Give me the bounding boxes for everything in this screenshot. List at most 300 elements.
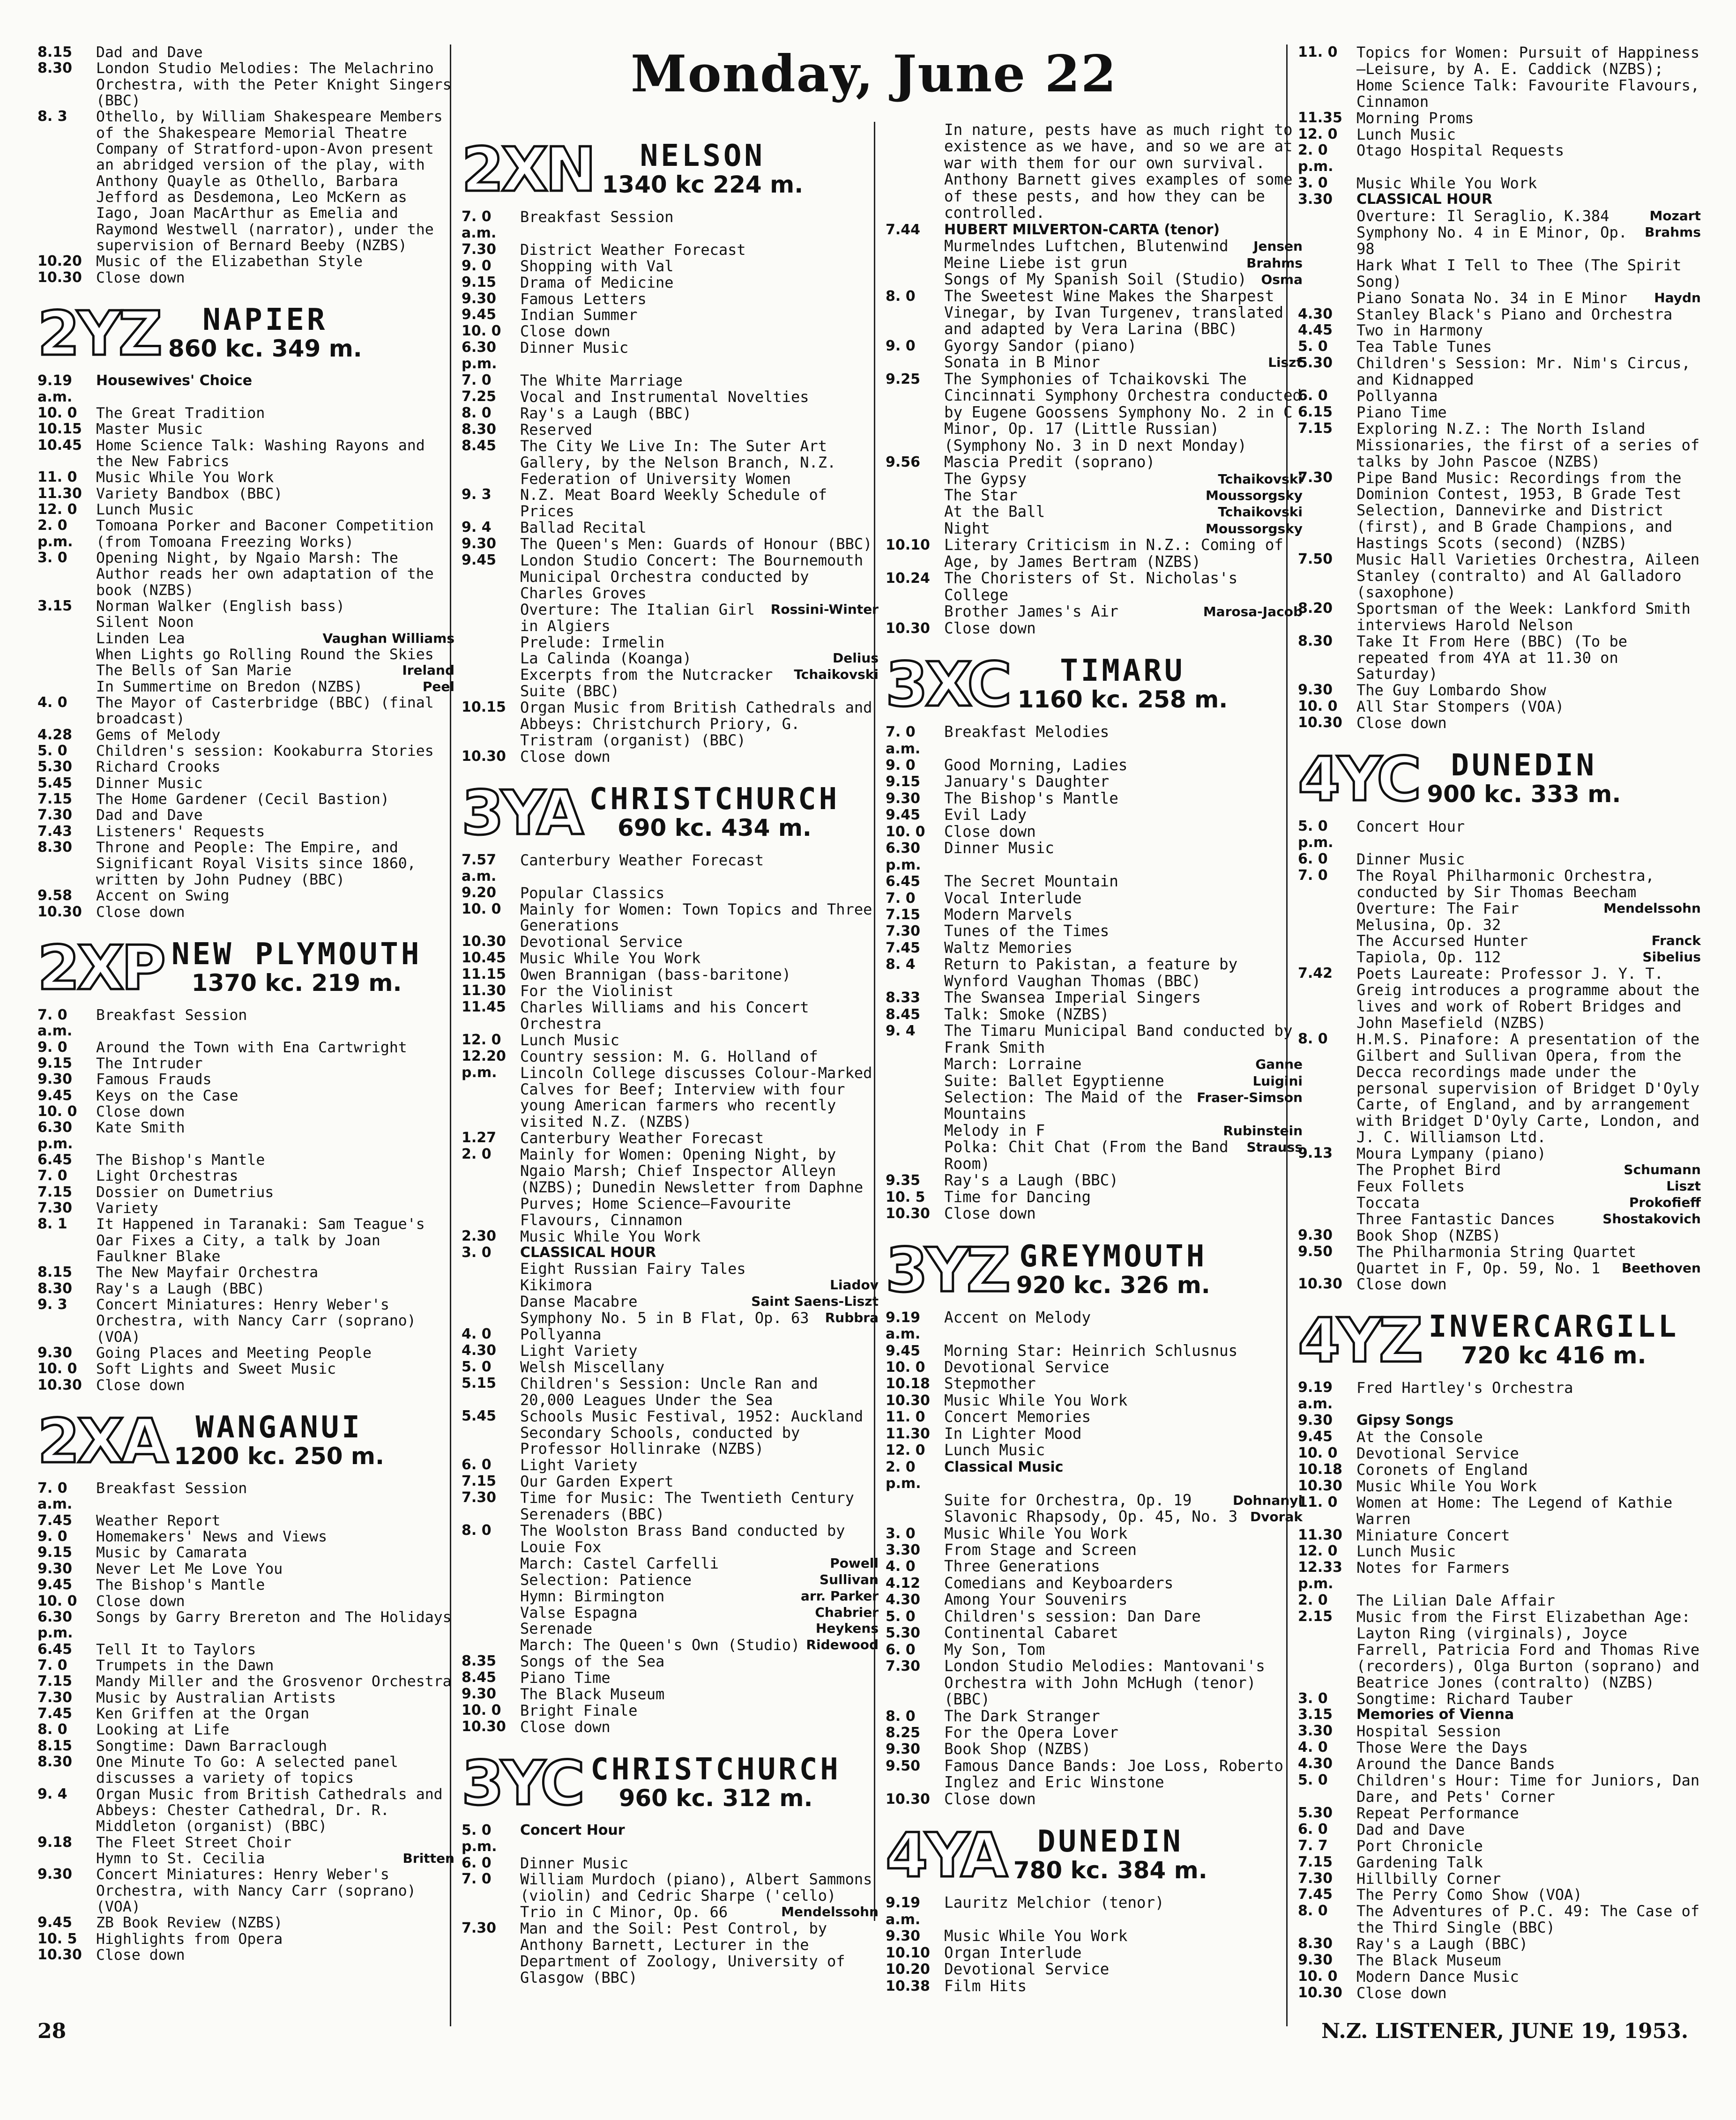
programme-title	[1356, 192, 1701, 208]
programme-entry	[886, 222, 1303, 238]
programme-title	[96, 791, 454, 807]
programme-title-text: Valse Espagna	[520, 1603, 638, 1622]
programme-time: 3. 0	[1298, 1690, 1328, 1707]
programme-time: 5.30	[37, 759, 73, 775]
programme-entry	[37, 807, 454, 823]
programme-entry	[886, 1172, 1303, 1189]
programme-entry	[1298, 421, 1701, 470]
programme-entry	[1298, 339, 1701, 355]
programme-title	[96, 550, 454, 598]
programme-entry	[886, 840, 1303, 873]
programme-composer: Schumann	[1624, 1162, 1701, 1178]
programme-title-text: London Studio Melodies: Mantovani's Orchestra with John McHugh (tenor) (BBC)	[944, 1657, 1265, 1709]
programme-title	[1356, 1244, 1701, 1260]
programme-time: 9.15	[462, 274, 497, 290]
station-frequency: 1200 kc. 250 m.	[174, 1443, 385, 1470]
programme-title	[520, 1228, 879, 1245]
station-frequency: 690 kc. 434 m.	[617, 814, 812, 841]
programme-title-text: Night	[944, 519, 990, 537]
programme-time: 7. 0 a.m.	[37, 1480, 73, 1513]
programme-entry	[1298, 1495, 1701, 1527]
programme-time: 9.30	[886, 790, 921, 807]
programme-title-text: Tunes of the Times	[944, 922, 1110, 940]
programme-title-text: Meine Liebe ist grun	[944, 253, 1128, 272]
programme-title	[944, 222, 1303, 238]
programme-title-text: Film Hits	[944, 1977, 1027, 1995]
programme-entry	[37, 791, 454, 807]
programme-entry	[37, 1835, 454, 1851]
programme-time: 7. 7	[1298, 1837, 1328, 1854]
programme-entry	[37, 1297, 454, 1345]
programme-title	[520, 1130, 879, 1146]
programme-title	[1356, 1227, 1701, 1244]
programme-entry	[462, 389, 879, 405]
programme-composer: arr. Parker	[800, 1588, 879, 1604]
programme-title	[1356, 1162, 1701, 1178]
programme-time: 9.30	[1298, 1412, 1333, 1429]
programme-title	[1356, 1031, 1701, 1146]
programme-entry	[37, 1722, 454, 1738]
programme-time: 7. 0	[1298, 867, 1328, 884]
programme-title-text: Going Places and Meeting People	[96, 1345, 372, 1362]
station-call-sign: 3YZ	[886, 1234, 1008, 1306]
programme-title	[96, 1513, 454, 1529]
programme-title	[944, 907, 1303, 923]
programme-composer: Vaughan Williams	[322, 630, 454, 646]
programme-entry	[886, 1658, 1303, 1708]
programme-title	[96, 60, 454, 109]
programme-title-text: Keys on the Case	[96, 1087, 238, 1104]
programme-time: 12. 0	[886, 1442, 925, 1459]
programme-composer: Mozart	[1649, 208, 1701, 224]
station-frequency: 780 kc. 384 m.	[1013, 1857, 1207, 1884]
programme-title-text: Serenade	[520, 1620, 593, 1638]
programme-title	[96, 1184, 454, 1200]
programme-title-text: Time for Music: The Twentieth Century Serenaders (BBC)	[520, 1489, 854, 1524]
programme-time: 10. 0	[37, 404, 77, 421]
programme-entry	[886, 1608, 1303, 1625]
station-call-sign: 4YA	[886, 1820, 1005, 1891]
programme-title-text: At the Ball	[944, 503, 1045, 521]
programme-time: 9.19 a.m.	[37, 372, 73, 405]
programme-title-text: Tea Table Tunes	[1356, 338, 1492, 356]
programme-time: 3. 0	[886, 1525, 916, 1542]
programme-time: 2. 0 p.m.	[37, 517, 73, 550]
programme-title-text: Children's session: Dan Dare	[944, 1607, 1201, 1625]
programme-entry	[1298, 1952, 1701, 1969]
programme-time: 8.33	[886, 989, 921, 1006]
programme-entry	[1298, 966, 1701, 1031]
programme-title-text: Looking at Life	[96, 1721, 230, 1739]
programme-time: 10.30	[886, 620, 930, 637]
programme-title	[944, 238, 1303, 254]
programme-entry	[462, 1719, 879, 1735]
programme-title-text: The Intruder	[96, 1055, 203, 1072]
programme-title	[520, 1555, 879, 1572]
programme-time: 9. 4	[886, 1023, 916, 1040]
programme-title	[520, 1473, 879, 1490]
programme-entry	[1298, 933, 1701, 949]
programme-title-text: Close down	[96, 1103, 185, 1120]
programme-title	[96, 1120, 454, 1152]
programme-time: 6.30 p.m.	[886, 840, 921, 873]
programme-title-text: Variety	[96, 1199, 158, 1217]
programme-title-text: Ray's a Laugh (BBC)	[1356, 1935, 1528, 1953]
programme-title-text: From Stage and Screen	[944, 1540, 1137, 1559]
programme-title	[96, 1007, 454, 1040]
programme-entry	[1298, 388, 1701, 404]
programme-entry	[1298, 851, 1701, 868]
programme-entry	[37, 502, 454, 518]
programme-entry	[462, 1049, 879, 1131]
programme-title	[96, 1690, 454, 1706]
programme-entry	[462, 1555, 879, 1572]
programme-entry	[37, 1168, 454, 1184]
programme-title	[520, 307, 879, 323]
programme-time: 4.45	[1298, 322, 1333, 339]
programme-entry	[886, 1343, 1303, 1359]
programme-title-text: Stanley Black's Piano and Orchestra	[1356, 305, 1673, 323]
programme-title-text: Topics for Women: Pursuit of Happiness—Leisure, by A. E. Caddick (NZBS); Home Science Talk: Favourite Flavours, Cinnamon	[1356, 44, 1700, 111]
programme-title-text: March: Lorraine	[944, 1055, 1082, 1073]
programme-time: 6.30 p.m.	[37, 1119, 73, 1152]
programme-composer: Chabrier	[815, 1604, 879, 1620]
programme-title	[520, 1376, 879, 1408]
programme-title-text: Songtime: Richard Tauber	[1356, 1689, 1573, 1708]
programme-title-text: Slavonic Rhapsody, Op. 45, No. 3	[944, 1508, 1238, 1526]
programme-title	[520, 242, 879, 258]
programme-title	[1356, 1276, 1701, 1293]
programme-entry	[37, 1152, 454, 1168]
programme-title	[96, 1168, 454, 1184]
programme-time: 7. 0 a.m.	[462, 208, 497, 241]
programme-title	[96, 1088, 454, 1104]
programme-title-text: Modern Dance Music	[1356, 1967, 1519, 1986]
programme-title-text: In Lighter Mood	[944, 1424, 1082, 1443]
programme-title-text: Close down	[944, 1790, 1036, 1808]
programme-title-text: Opening Night, by Ngaio Marsh: The Author reads her own adaptation of the book (NZBS)	[96, 549, 434, 599]
programme-entry	[462, 1310, 879, 1326]
programme-title	[96, 727, 454, 743]
programme-entry	[462, 1670, 879, 1686]
programme-title	[520, 1822, 879, 1855]
programme-title	[1356, 1740, 1701, 1756]
programme-composer: Britten	[402, 1851, 454, 1866]
programme-composer: Sullivan	[820, 1571, 879, 1587]
programme-title	[96, 1377, 454, 1393]
programme-title	[1356, 1756, 1701, 1772]
programme-entry	[1298, 699, 1701, 715]
programme-time: 3.30	[1298, 1723, 1333, 1740]
programme-title	[520, 1653, 879, 1670]
station-call-sign: 2XP	[37, 932, 163, 1004]
programme-entry	[886, 371, 1303, 454]
programme-time: 7.30	[37, 807, 73, 824]
programme-title-text: Drama of Medicine	[520, 273, 674, 291]
programme-composer: Liadov	[830, 1277, 879, 1293]
programme-entry	[1298, 126, 1701, 143]
programme-title-text: Mandy Miller and the Grosvenor Orchestra	[96, 1673, 452, 1690]
programme-title-text: Country session: M. G. Holland of Lincoln College discusses Colour-Marked Calves for Beef; Interview with four young American farmers who recently visited N.Z. (NZBS)	[520, 1047, 872, 1131]
programme-time: 9. 0	[886, 337, 916, 354]
programme-title	[944, 1525, 1303, 1542]
programme-title-text: CLASSICAL HOUR	[1356, 191, 1493, 208]
programme-title	[944, 1928, 1303, 1944]
programme-title-text: Concert Hour	[520, 1822, 625, 1838]
programme-title	[96, 743, 454, 759]
programme-composer: Prokofieff	[1629, 1194, 1701, 1210]
programme-time: 10.20	[37, 253, 82, 270]
station-frequency: 1370 kc. 219 m.	[191, 969, 402, 997]
programme-title	[944, 1961, 1303, 1978]
programme-title	[1356, 1543, 1701, 1560]
programme-title-text: Music While You Work	[96, 469, 274, 486]
programme-entry	[37, 1706, 454, 1722]
programme-time: 7.42	[1298, 965, 1333, 982]
programme-entry	[462, 1228, 879, 1245]
programme-time: 7.15	[1298, 1853, 1333, 1870]
programme-title-text: Ken Griffen at the Organ	[96, 1705, 310, 1722]
programme-entry	[37, 1480, 454, 1513]
programme-entry	[886, 956, 1303, 989]
programme-title-text: Murmelndes Luftchen, Blutenwind	[944, 237, 1229, 255]
programme-time: 10.30	[886, 1392, 930, 1409]
programme-title-text: Kikimora	[520, 1276, 593, 1294]
programme-time: 1.27	[462, 1130, 497, 1146]
programme-title-text: Two in Harmony	[1356, 321, 1483, 340]
programme-entry	[886, 1139, 1303, 1172]
programme-time: 8.45	[462, 1669, 497, 1686]
programme-time: 4. 0	[462, 1326, 492, 1343]
station-header	[886, 1820, 1303, 1891]
programme-entry	[37, 1931, 454, 1947]
programme-time: 11.15	[462, 966, 506, 983]
programme-title	[96, 421, 454, 437]
programme-title	[96, 405, 454, 421]
programme-title	[520, 1359, 879, 1376]
station-info	[589, 781, 840, 841]
programme-title-text: The City We Live In: The Suter Art Gallery, by the Nelson Branch, N.Z. Federation of University Women	[520, 437, 836, 488]
programme-title	[96, 1851, 454, 1867]
programme-composer: Saint Saens-Liszt	[751, 1294, 879, 1309]
programme-time: 6. 0	[1298, 387, 1328, 404]
programme-title-text: Among Your Souvenirs	[944, 1591, 1128, 1609]
programme-title	[96, 695, 454, 727]
programme-time: 7.15	[462, 1473, 497, 1490]
programme-entry	[462, 1326, 879, 1343]
programme-time: 11.30	[462, 982, 506, 999]
station-frequency: 900 kc. 333 m.	[1427, 781, 1621, 808]
programme-time: 8.15	[37, 44, 73, 60]
programme-time: 7.15	[37, 1673, 73, 1690]
programme-time: 12. 0	[1298, 126, 1338, 142]
programme-composer: Luigini	[1252, 1073, 1303, 1089]
programme-entry	[37, 888, 454, 904]
programme-entry	[462, 1261, 879, 1277]
programme-time: 8.30	[462, 421, 497, 438]
programme-title	[520, 1904, 879, 1920]
programme-time: 9. 4	[462, 519, 492, 536]
programme-title-text: ZB Book Review (NZBS)	[96, 1914, 283, 1932]
programme-title	[944, 1708, 1303, 1725]
programme-title	[944, 940, 1303, 956]
programme-title-text: Home Science Talk: Washing Rayons and the New Fabrics	[96, 437, 425, 470]
programme-title-text: Hillbilly Corner	[1356, 1869, 1501, 1888]
programme-time: 12.33 p.m.	[1298, 1559, 1342, 1592]
programme-time: 9.30	[1298, 1952, 1333, 1969]
programme-title-text: Organ Interlude	[944, 1943, 1082, 1962]
programme-title-text: Dossier on Dumetrius	[96, 1183, 274, 1201]
programme-entry	[1298, 715, 1701, 731]
programme-composer: Liszt	[1666, 1178, 1701, 1194]
programme-title-text: Dad and Dave	[1356, 1820, 1465, 1838]
programme-time: 9.30	[462, 1686, 497, 1703]
programme-title-text: The Gypsy	[944, 469, 1027, 488]
programme-title-text: In Summertime on Bredon (NZBS)	[96, 678, 363, 695]
programme-title	[520, 323, 879, 340]
programme-title	[96, 904, 454, 920]
programme-title	[96, 1040, 454, 1056]
programme-title-text: Close down	[96, 1947, 185, 1964]
programme-entry	[37, 1642, 454, 1658]
programme-title-text: Morning Star: Heinrich Schlusnus	[944, 1341, 1238, 1360]
programme-title-text: Ray's a Laugh (BBC)	[944, 1171, 1118, 1190]
programme-time: 4. 0	[37, 694, 67, 711]
listing-column-1	[37, 45, 454, 1963]
programme-title-text: The Woolston Brass Band conducted by Louie Fox	[520, 1521, 845, 1556]
station-header	[37, 298, 454, 370]
programme-time: 6.45	[37, 1151, 73, 1168]
programme-title	[96, 1345, 454, 1361]
station-name: CHRISTCHURCH	[590, 1752, 841, 1787]
programme-entry	[462, 1343, 879, 1359]
programme-entry	[886, 537, 1303, 570]
programme-time: 8.35	[462, 1653, 497, 1670]
station-call-sign: 3XC	[886, 649, 1009, 721]
programme-time: 7.57 a.m.	[462, 851, 497, 885]
programme-title-text: Prelude: Irmelin	[520, 633, 665, 651]
programme-title	[520, 1637, 879, 1653]
programme-entry	[462, 1523, 879, 1555]
programme-time: 9.30	[886, 1741, 921, 1758]
programme-time: 8.30	[37, 1753, 73, 1770]
programme-composer: Brahms	[1246, 255, 1303, 271]
programme-entry	[37, 1561, 454, 1577]
programme-entry	[37, 1674, 454, 1689]
programme-entry	[1298, 1772, 1701, 1805]
programme-title-text: Othello, by William Shakespeare Members of the Shakespeare Memorial Theatre Company of Stratford-upon-Avon present an abridged version of the play, with Anthony Quayle as Othello, Barbara Jefford as Desdemona, Leo McKern as Iago, Joan MacArthur as Emelia and Raymond Westwell (narrator), under the supervision of Bernard Beeby (NZBS)	[96, 108, 443, 254]
programme-entry	[1298, 1162, 1701, 1178]
programme-entry	[37, 1513, 454, 1529]
programme-time: 8.30	[37, 60, 73, 77]
programme-entry	[462, 1359, 879, 1376]
programme-entry	[886, 1509, 1303, 1525]
programme-title	[520, 1871, 879, 1904]
programme-time: 5.30	[1298, 1804, 1333, 1821]
programme-title-text: Fred Hartley's Orchestra	[1356, 1379, 1573, 1397]
programme-time: 3. 0	[37, 549, 67, 566]
programme-time: 8.25	[886, 1724, 921, 1741]
programme-time: 10. 0	[462, 323, 501, 340]
programme-title	[944, 790, 1303, 807]
programme-time: 3.30	[886, 1541, 921, 1558]
programme-title	[1356, 715, 1701, 731]
programme-title	[1356, 1871, 1701, 1887]
programme-title	[1356, 1211, 1701, 1227]
programme-title	[1356, 322, 1701, 339]
programme-title	[520, 1408, 879, 1458]
programme-title-text: March: Castel Carfelli	[520, 1554, 719, 1572]
programme-time: 5. 0	[37, 743, 67, 759]
programme-title-text: Listeners' Requests	[96, 823, 265, 840]
programme-title-text: Gardening Talk	[1356, 1853, 1483, 1871]
programme-title-text: Music While You Work	[1356, 174, 1537, 193]
listing-column-3	[886, 122, 1303, 1994]
programme-title	[520, 258, 879, 275]
programme-title-text: Organ Music from British Cathedrals and Abbeys: Chester Cathedral, Dr. R. Middleton (organist) (BBC)	[96, 1785, 443, 1835]
programme-title-text: Quartet in F, Op. 59, No. 1	[1356, 1259, 1601, 1277]
programme-title	[944, 521, 1303, 537]
programme-title	[520, 1920, 879, 1986]
programme-title	[520, 552, 879, 602]
programme-time: 8. 1	[37, 1216, 67, 1233]
programme-entry	[1298, 1276, 1701, 1293]
programme-time: 9.30	[37, 1071, 73, 1088]
programme-title-text: Music While You Work	[520, 949, 701, 967]
programme-time: 10.30	[37, 1947, 82, 1964]
programme-title-text: It Happened in Taranaki: Sam Teague's Oar Fixes a City, a talk by Joan Faulkner Blake	[96, 1216, 425, 1265]
programme-title-text: Close down	[1356, 1984, 1447, 2002]
programme-entry	[37, 1851, 454, 1867]
programme-title-text: CLASSICAL HOUR	[520, 1244, 656, 1261]
programme-time: 8. 0	[1298, 1903, 1328, 1919]
programme-title	[96, 1867, 454, 1915]
programme-title	[944, 1542, 1303, 1558]
programme-title	[944, 724, 1303, 757]
programme-composer: Brahms	[1645, 224, 1701, 240]
programme-entry	[37, 727, 454, 743]
programme-time: 6. 0	[886, 1641, 916, 1658]
programme-time: 2. 0	[1298, 1592, 1328, 1609]
programme-title-text: The Timaru Municipal Band conducted by Frank Smith	[944, 1022, 1293, 1056]
programme-title	[520, 389, 879, 405]
programme-time: 6.45	[37, 1641, 73, 1658]
programme-title-text: Gyorgy Sandor (piano)	[944, 336, 1137, 355]
programme-entry	[37, 421, 454, 437]
programme-title	[1356, 45, 1701, 110]
programme-entry	[886, 603, 1303, 620]
programme-title-text: Those Were the Days	[1356, 1739, 1528, 1757]
programme-title	[1356, 1985, 1701, 2001]
programme-entry	[886, 1625, 1303, 1641]
programme-title	[96, 1297, 454, 1345]
programme-title-text: London Studio Melodies: The Melachrino Orchestra, with the Peter Knight Singers (BBC)	[96, 60, 452, 110]
programme-entry	[1298, 949, 1701, 966]
programme-title	[944, 1459, 1303, 1492]
programme-title	[1356, 1903, 1701, 1936]
programme-entry	[1298, 818, 1701, 851]
programme-title-text: Time for Dancing	[944, 1188, 1091, 1206]
programme-entry	[462, 438, 879, 487]
programme-title-text: Bright Finale	[520, 1701, 638, 1719]
programme-title	[944, 1575, 1303, 1592]
programme-title	[96, 1609, 454, 1642]
programme-title	[944, 1558, 1303, 1575]
programme-title-text: Close down	[1356, 714, 1447, 732]
programme-title	[944, 1492, 1303, 1509]
programme-title-text: The Perry Como Show (VOA)	[1356, 1886, 1582, 1904]
programme-entry	[37, 1007, 454, 1040]
